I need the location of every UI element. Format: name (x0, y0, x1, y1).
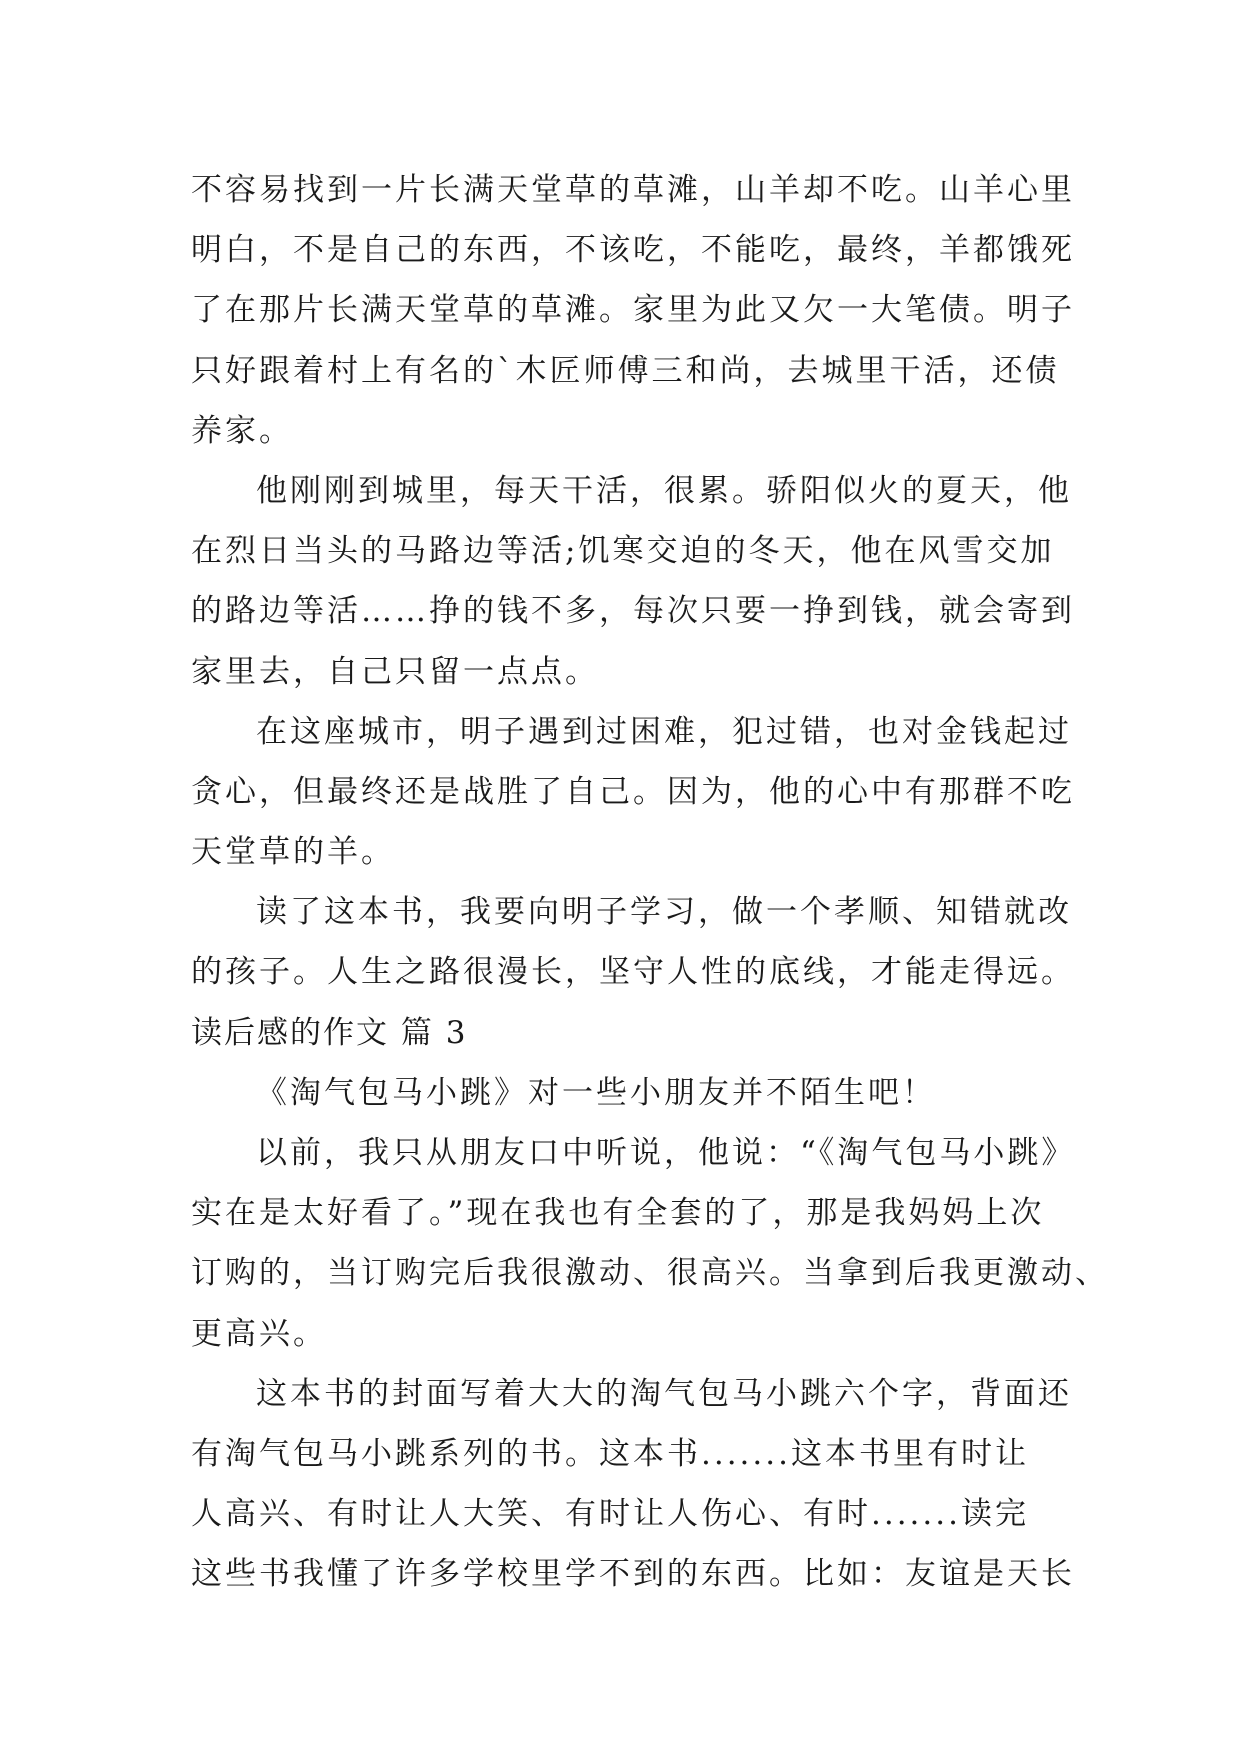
text-line: 人高兴、有时让人大笑、有时让人伤心、有时.......读完 (191, 1496, 1029, 1533)
text-line: 《淘气包马小跳》对一些小朋友并不陌生吧！ (256, 1074, 936, 1111)
document-body (191, 160, 1109, 1605)
text-line: 在这座城市，明子遇到过困难，犯过错，也对金钱起过 (256, 713, 1072, 750)
text-line: 不容易找到一片长满天堂草的草滩，山羊却不吃。山羊心里 (191, 172, 1075, 208)
text-line: 实在是太好看了。”现在我也有全套的了，那是我妈妈上次 (191, 1195, 1045, 1232)
text-line: 明白，不是自己的东西，不该吃，不能吃，最终，羊都饿死 (191, 232, 1075, 269)
text-line: 他刚刚到城里，每天干活，很累。骄阳似火的夏天，他 (256, 472, 1072, 509)
text-line: 天堂草的羊。 (191, 834, 395, 871)
text-line: 了在那片长满天堂草的草滩。家里为此又欠一大笔债。明子 (191, 292, 1075, 329)
text-line: 养家。 (191, 412, 293, 449)
text-line: 订购的，当订购完后我很激动、很高兴。当拿到后我更激动、 (191, 1255, 1109, 1292)
text-line: 在烈日当头的马路边等活;饥寒交迫的冬天，他在风雪交加 (191, 533, 1055, 570)
text-line: 的路边等活……挣的钱不多，每次只要一挣到钱，就会寄到 (191, 593, 1075, 630)
text-line: 贪心，但最终还是战胜了自己。因为，他的心中有那群不吃 (191, 773, 1075, 810)
text-line: 这本书的封面写着大大的淘气包马小跳六个字，背面还 (256, 1375, 1072, 1412)
section-heading: 读后感的作文 篇 3 (191, 1014, 468, 1051)
text-line: 以前，我只从朋友口中听说，他说：“《淘气包马小跳》 (256, 1135, 1076, 1171)
text-line: 家里去，自己只留一点点。 (191, 653, 599, 690)
text-line: 读了这本书，我要向明子学习，做一个孝顺、知错就改 (256, 894, 1072, 931)
text-line: 这些书我懂了许多学校里学不到的东西。比如：友谊是天长 (191, 1556, 1075, 1593)
text-line: 的孩子。人生之路很漫长，坚守人性的底线，才能走得远。 (191, 954, 1075, 991)
text-line: 只好跟着村上有名的`木匠师傅三和尚，去城里干活，还债 (191, 352, 1060, 389)
text-line: 有淘气包马小跳系列的书。这本书.......这本书里有时让 (191, 1435, 1029, 1472)
text-line: 更高兴。 (191, 1315, 327, 1352)
